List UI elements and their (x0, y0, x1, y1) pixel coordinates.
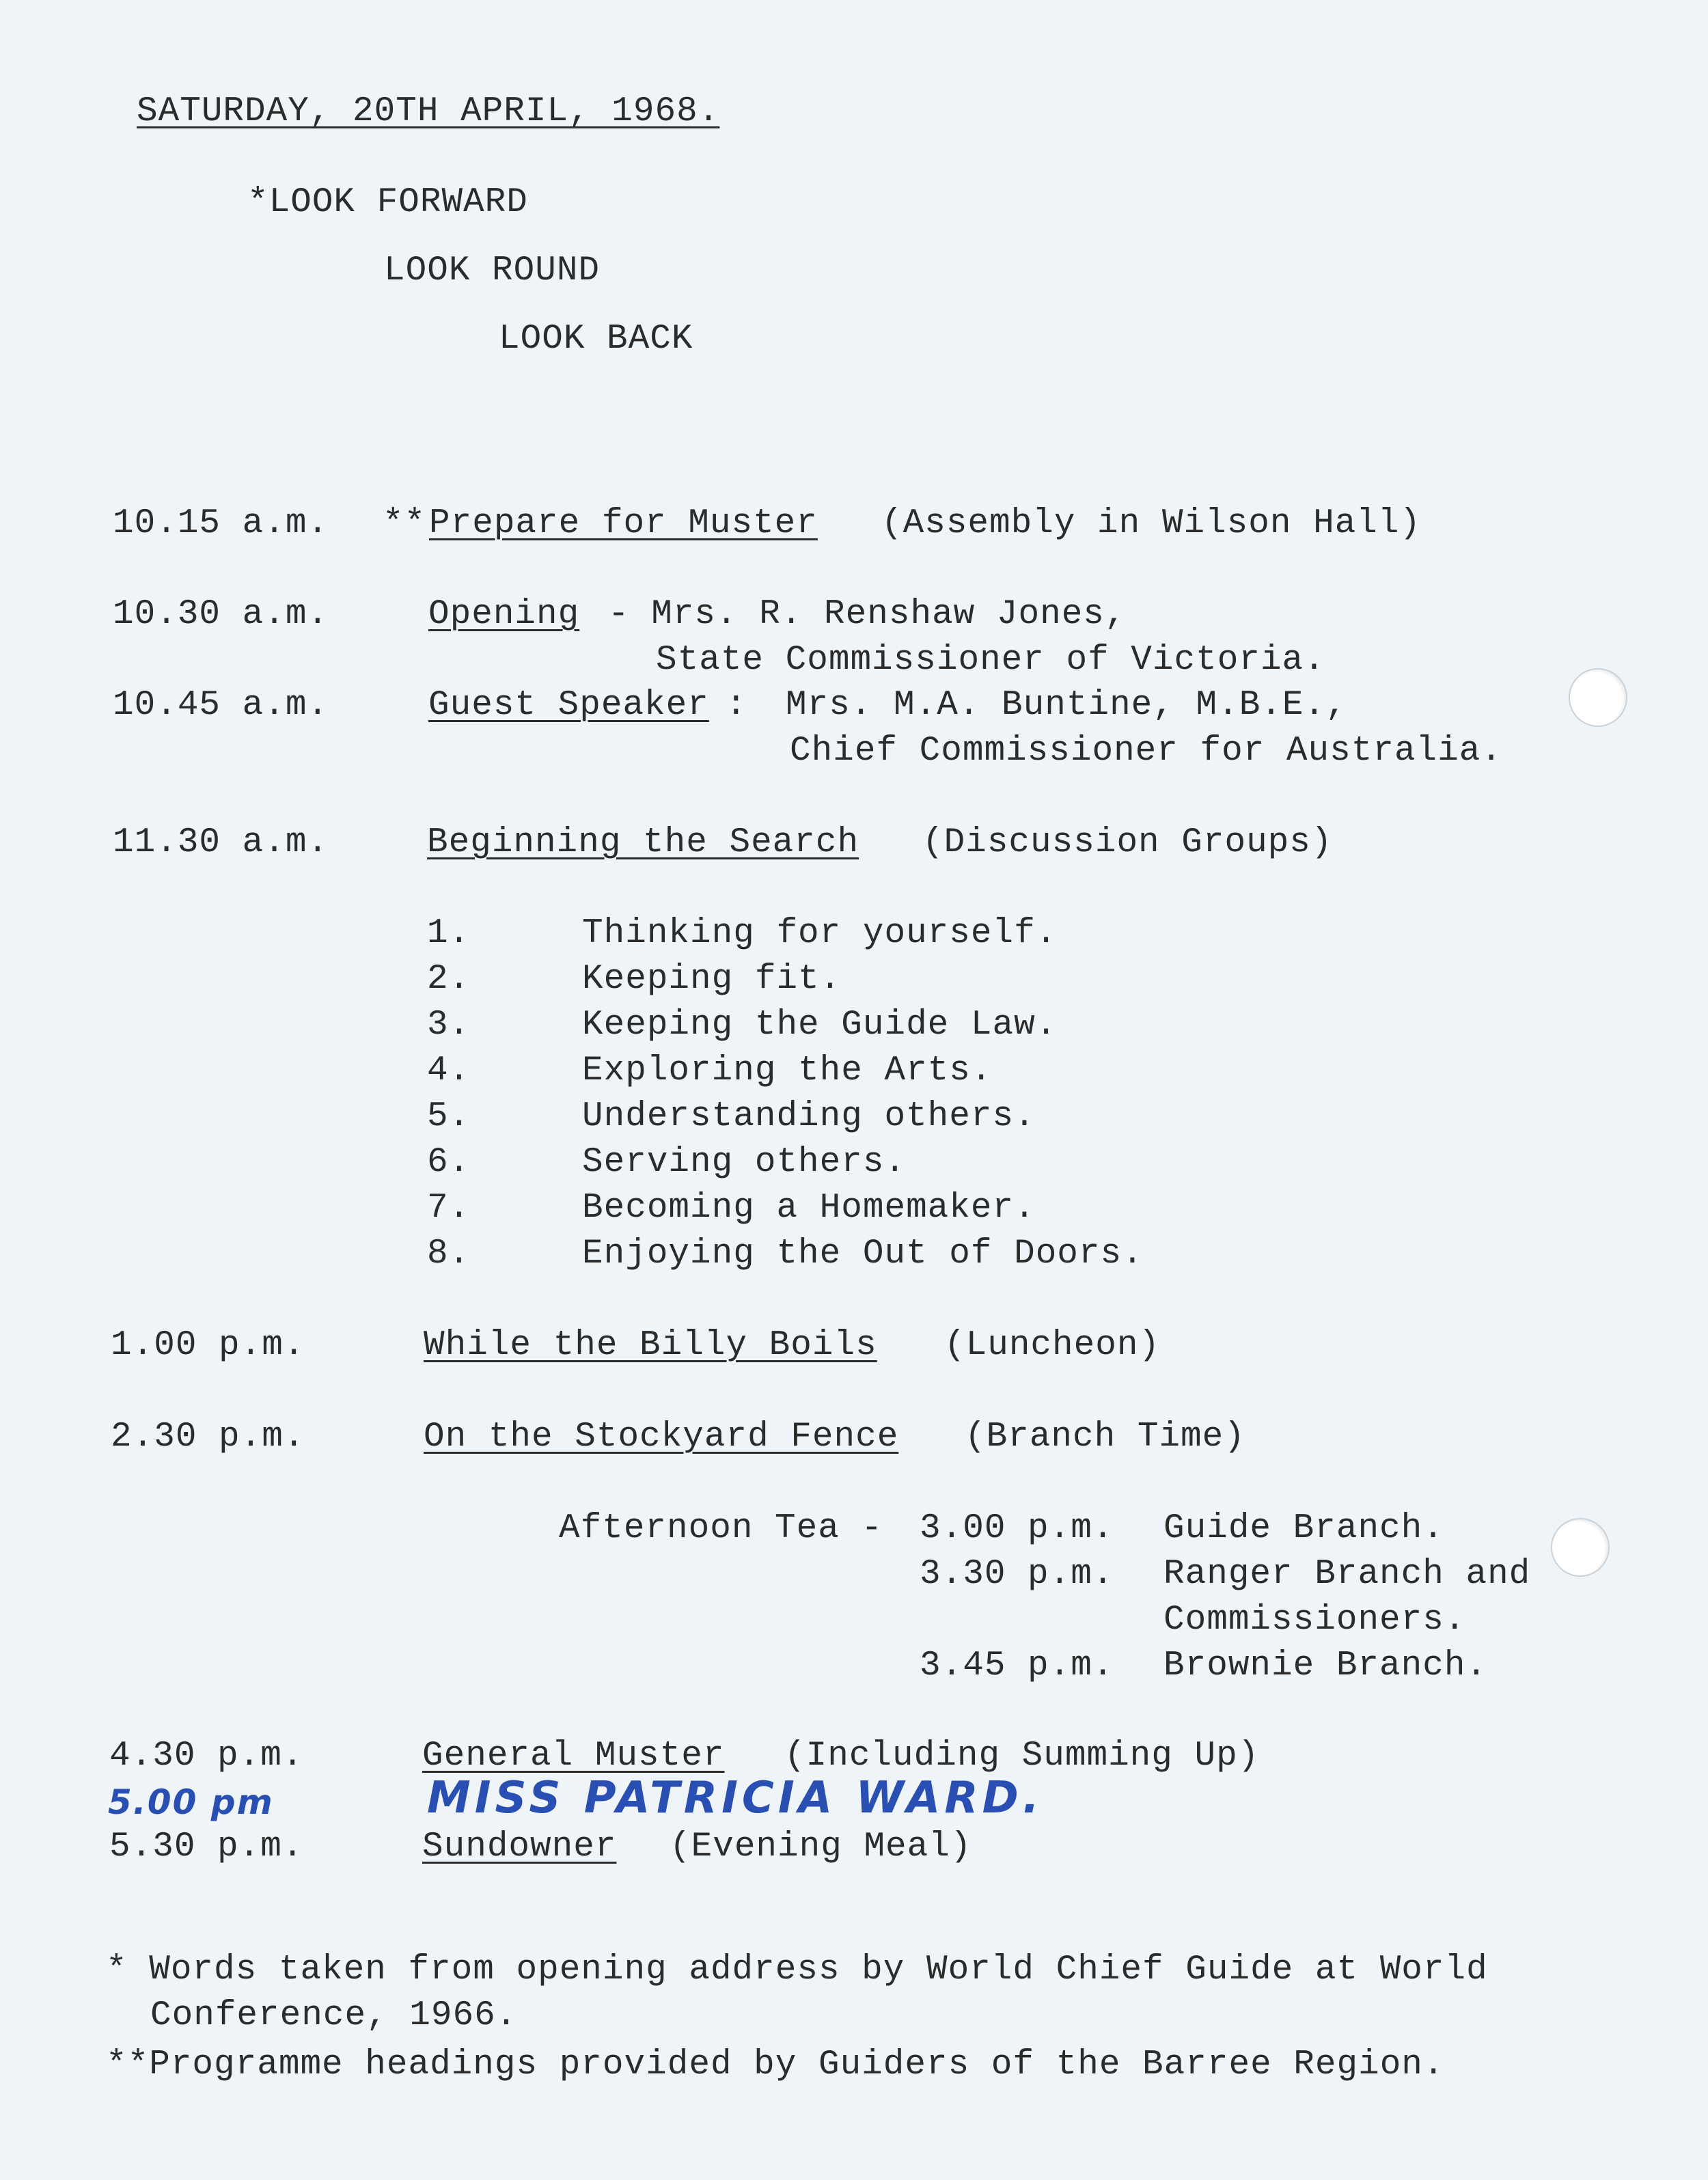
while-the-billy-boils-heading: While the Billy Boils (424, 1326, 877, 1365)
tea-slot-branch: Brownie Branch. (1163, 1646, 1488, 1685)
group-number: 6. (427, 1143, 471, 1182)
handwritten-speaker: MISS PATRICIA WARD. (427, 1773, 1044, 1823)
group-topic: Thinking for yourself. (582, 914, 1058, 953)
tea-slot-time: 3.30 p.m. (920, 1555, 1114, 1594)
footnote-1-continued: Conference, 1966. (150, 1996, 518, 2035)
group-topic: Keeping the Guide Law. (582, 1006, 1058, 1045)
punch-hole-lower (1551, 1518, 1610, 1577)
time-1045: 10.45 a.m. (113, 686, 329, 725)
opening-speaker: - Mrs. R. Renshaw Jones, (608, 595, 1127, 634)
footnote-1: * Words taken from opening address by World Chief Guide at World (106, 1950, 1488, 1989)
group-number: 4. (427, 1051, 471, 1090)
guest-speaker-role: Chief Commissioner for Australia. (790, 732, 1502, 771)
guest-speaker-colon: : (726, 686, 747, 725)
motto-line-2: LOOK ROUND (384, 251, 601, 290)
group-topic: Keeping fit. (582, 960, 842, 999)
group-number: 3. (427, 1006, 471, 1045)
group-number: 5. (427, 1097, 471, 1136)
tea-slot-time: 3.00 p.m. (920, 1509, 1114, 1548)
motto-line-3: LOOK BACK (499, 320, 693, 359)
handwritten-time: 5.00 pm (108, 1782, 274, 1822)
tea-slot-time: 3.45 p.m. (920, 1646, 1114, 1685)
time-1030: 10.30 a.m. (113, 595, 329, 634)
tea-slot-branch: Commissioners. (1163, 1601, 1466, 1640)
afternoon-tea-label: Afternoon Tea - (559, 1509, 883, 1548)
search-note: (Discussion Groups) (922, 823, 1333, 862)
group-number: 8. (427, 1234, 471, 1273)
time-430pm: 4.30 p.m. (109, 1737, 304, 1776)
billy-note: (Luncheon) (944, 1326, 1161, 1365)
opening-heading: Opening (428, 595, 580, 634)
time-1130: 11.30 a.m. (113, 823, 329, 862)
group-number: 1. (427, 914, 471, 953)
time-1pm: 1.00 p.m. (111, 1326, 305, 1365)
stockyard-note: (Branch Time) (965, 1418, 1245, 1457)
group-topic: Becoming a Homemaker. (582, 1189, 1036, 1228)
general-muster-note: (Including Summing Up) (784, 1737, 1260, 1776)
tea-slot-branch: Ranger Branch and (1163, 1555, 1531, 1594)
on-the-stockyard-fence-heading: On the Stockyard Fence (424, 1418, 899, 1457)
sundowner-heading: Sundowner (422, 1827, 617, 1866)
group-number: 2. (427, 960, 471, 999)
prepare-for-muster-heading: Prepare for Muster (429, 504, 818, 543)
group-topic: Serving others. (582, 1143, 907, 1182)
time-1015: 10.15 a.m. (113, 504, 329, 543)
guest-speaker-heading: Guest Speaker (428, 686, 709, 725)
muster-prefix: ** (383, 504, 426, 543)
general-muster-heading: General Muster (422, 1737, 725, 1776)
punch-hole-upper (1569, 668, 1627, 727)
time-530pm: 5.30 p.m. (109, 1827, 304, 1866)
motto-line-1: *LOOK FORWARD (247, 183, 528, 222)
opening-speaker-role: State Commissioner of Victoria. (656, 641, 1325, 680)
guest-speaker-name: Mrs. M.A. Buntine, M.B.E., (786, 686, 1347, 725)
document-date: SATURDAY, 20TH APRIL, 1968. (137, 92, 720, 131)
footnote-2: **Programme headings provided by Guiders of the Barree Region. (106, 2045, 1445, 2084)
tea-slot-branch: Guide Branch. (1163, 1509, 1444, 1548)
group-number: 7. (427, 1189, 471, 1228)
sundowner-note: (Evening Meal) (670, 1827, 972, 1866)
group-topic: Exploring the Arts. (582, 1051, 993, 1090)
time-230pm: 2.30 p.m. (111, 1418, 305, 1457)
group-topic: Understanding others. (582, 1097, 1036, 1136)
beginning-the-search-heading: Beginning the Search (427, 823, 859, 862)
muster-note: (Assembly in Wilson Hall) (881, 504, 1422, 543)
group-topic: Enjoying the Out of Doors. (582, 1234, 1144, 1273)
